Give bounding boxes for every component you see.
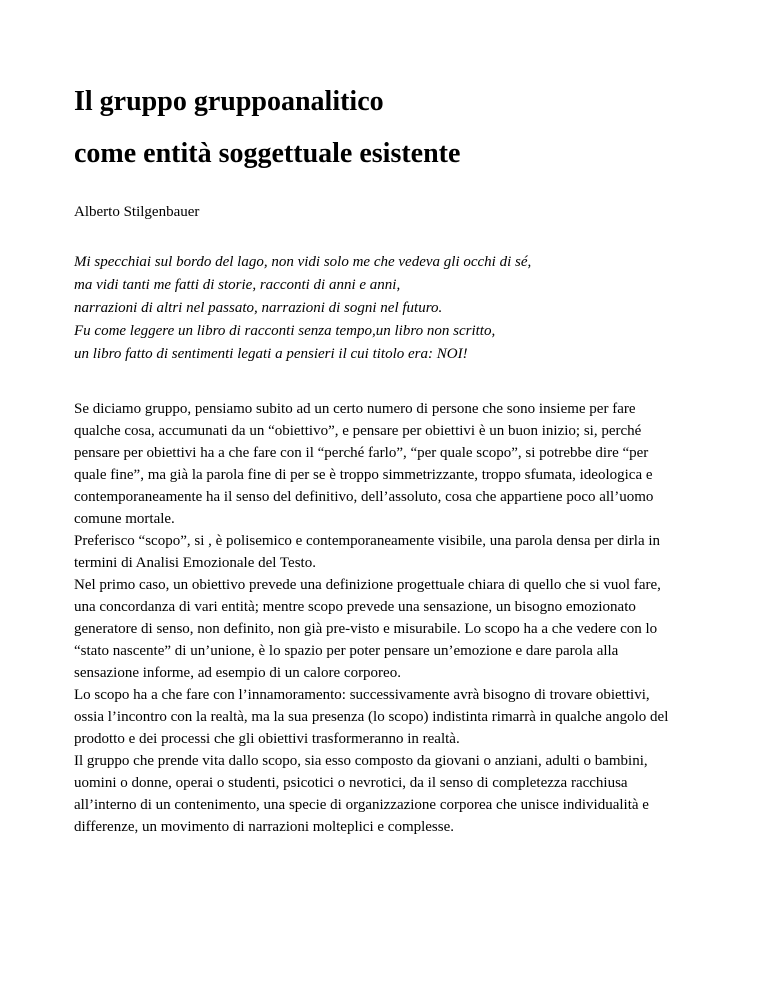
author-name: Alberto Stilgenbauer <box>74 204 200 220</box>
title-line-1: Il gruppo gruppoanalitico <box>74 86 384 117</box>
body-text <box>74 398 704 838</box>
body-line: qualche cosa, accumunati da un “obiettivo”, e pensare per obiettivi è un buon inizio; si, perché <box>74 423 642 439</box>
poem-line: ma vidi tanti me fatti di storie, racconti di anni e anni, <box>74 277 401 293</box>
body-line: contemporaneamente ha il senso del definitivo, dell’assoluto, cosa che appartiene poco all’uomo <box>74 489 654 505</box>
poem-line: narrazioni di altri nel passato, narrazioni di sogni nel futuro. <box>74 300 443 316</box>
poem-line: Mi specchiai sul bordo del lago, non vidi solo me che vedeva gli occhi di sé, <box>74 254 532 270</box>
body-line: Preferisco “scopo”, si , è polisemico e contemporaneamente visibile, una parola densa per dirla in <box>74 533 661 549</box>
body-line: Se diciamo gruppo, pensiamo subito ad un certo numero di persone che sono insieme per fare <box>74 401 636 417</box>
body-line: all’interno di un contenimento, una specie di organizzazione corporea che unisce individualità e <box>74 797 649 813</box>
title-line-2: come entità soggettuale esistente <box>74 138 461 169</box>
body-line: termini di Analisi Emozionale del Testo. <box>74 555 316 571</box>
body-line: “stato nascente” di un’unione, è lo spazio per poter pensare un’emozione e dare parola alla <box>74 643 619 659</box>
poem-line: Fu come leggere un libro di racconti senza tempo,un libro non scritto, <box>74 323 496 339</box>
body-line: Il gruppo che prende vita dallo scopo, sia esso composto da giovani o anziani, adulti o bambini, <box>74 753 648 769</box>
body-line: prodotto e dei processi che gli obiettivi trasformeranno in realtà. <box>74 731 460 747</box>
body-line: generatore di senso, non definito, non già pre-visto e misurabile. Lo scopo ha a che vedere con lo <box>74 621 658 637</box>
body-line: Nel primo caso, un obiettivo prevede una definizione progettuale chiara di quello che si vuol fare, <box>74 577 661 593</box>
body-line: comune mortale. <box>74 511 175 527</box>
body-line: pensare per obiettivi ha a che fare con il “perché farlo”, “per quale scopo”, si potrebbe dire “per <box>74 445 649 461</box>
body-line: differenze, un movimento di narrazioni molteplici e complesse. <box>74 819 455 835</box>
body-line: uomini o donne, operai o studenti, psicotici o nevrotici, da il senso di completezza racchiusa <box>74 775 628 791</box>
poem-line: un libro fatto di sentimenti legati a pensieri il cui titolo era: NOI! <box>74 346 468 362</box>
epigraph-poem <box>74 251 531 366</box>
body-line: quale fine”, ma già la parola fine di per se è troppo simmetrizzante, troppo sfumata, ideologica e <box>74 467 653 483</box>
body-line: ossia l’incontro con la realtà, ma la sua presenza (lo scopo) indistinta rimarrà in qualche angolo del <box>74 709 669 725</box>
body-line: una concordanza di vari entità; mentre scopo prevede una sensazione, un bisogno emozionato <box>74 599 636 615</box>
body-line: Lo scopo ha a che fare con l’innamoramento: successivamente avrà bisogno di trovare obiettivi, <box>74 687 650 703</box>
body-line: sensazione informe, ad esempio di un calore corporeo. <box>74 665 401 681</box>
